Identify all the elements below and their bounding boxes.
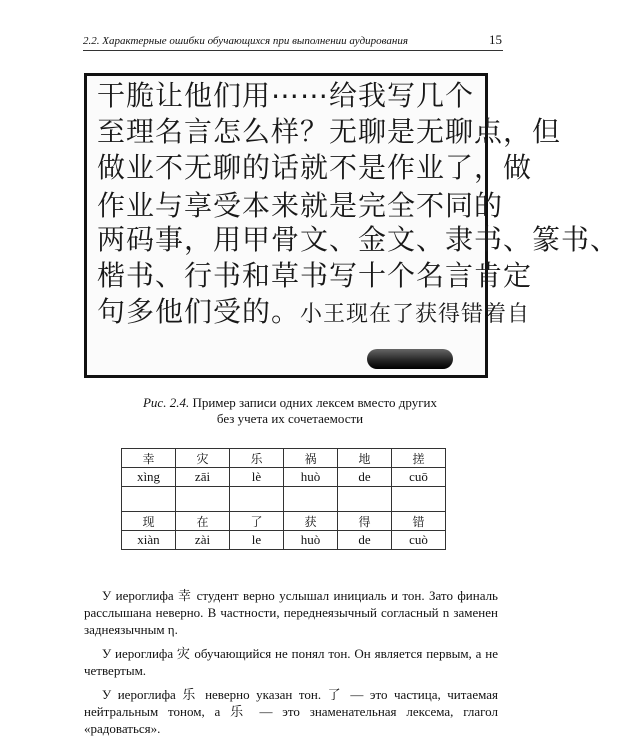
paragraph: У иероглифа 乐 неверно указан тон. 了 — это частица, читаемая нейтральным тоном, а 乐 — это знаменательная лексема, глагол «радоваться». [84, 687, 498, 736]
handwriting-line: 至理名言怎么样？无聊是无聊点，但 [97, 115, 562, 148]
table-cell: 在 [176, 512, 230, 531]
table-cell: 灾 [176, 449, 230, 468]
table-cell: 搓 [392, 449, 446, 468]
table-row [122, 531, 446, 550]
caption-label: Рис. 2.4. [142, 395, 190, 410]
table-cell: 幸 [122, 449, 176, 468]
running-title: 2.2. Характерные ошибки обучающихся при выполнении аудирования [83, 35, 408, 47]
table-cell: 了 [230, 512, 284, 531]
table-cell: huò [284, 468, 338, 487]
caption-line1: Пример записи одних лексем вместо других [192, 395, 437, 410]
table-cell-empty [338, 487, 392, 512]
handwriting-line: 干脆让他们用⋯⋯给我写几个 [97, 79, 475, 112]
whiteboard-figure [84, 73, 619, 378]
table-cell-empty [122, 487, 176, 512]
handwriting-segment: 句多他们受的。 [97, 295, 301, 328]
running-header [83, 35, 503, 51]
table-cell: 现 [122, 512, 176, 531]
table-cell: zài [176, 531, 230, 550]
body-text [84, 587, 498, 744]
table-cell: 得 [338, 512, 392, 531]
figure-caption [80, 395, 500, 427]
table-cell: de [338, 468, 392, 487]
table-cell-empty [284, 487, 338, 512]
table-row [122, 449, 446, 468]
table-cell: 乐 [230, 449, 284, 468]
handwriting-line-last [97, 295, 531, 328]
table-cell-empty [230, 487, 284, 512]
table-cell: 祸 [284, 449, 338, 468]
table-cell: le [230, 531, 284, 550]
table-cell: xiàn [122, 531, 176, 550]
table-cell-empty [392, 487, 446, 512]
caption-line2: без учета их сочетаемости [216, 411, 364, 426]
table-cell: cuō [392, 468, 446, 487]
table-cell-empty [176, 487, 230, 512]
table-cell: zāi [176, 468, 230, 487]
table-row-empty [122, 487, 446, 512]
table-cell: lè [230, 468, 284, 487]
table-cell: 地 [338, 449, 392, 468]
handwriting-line: 做业不无聊的话就不是作业了，做 [97, 151, 533, 184]
eraser-icon [367, 349, 453, 369]
page-number: 15 [489, 32, 502, 47]
table-row [122, 468, 446, 487]
table-cell: 获 [284, 512, 338, 531]
table-cell: xìng [122, 468, 176, 487]
paragraph: У иероглифа 幸 студент верно услышал инициаль и тон. Зато финаль расслышана неверно. В частности, переднеязычный согласный n заменен заднеязычным η. [84, 588, 498, 637]
handwriting-segment-small: 小王现在了获得错着自 [300, 302, 531, 327]
table-cell: 错 [392, 512, 446, 531]
table-cell: cuò [392, 531, 446, 550]
pinyin-table [121, 448, 446, 550]
paragraph: У иероглифа 灾 обучающийся не понял тон. Он является первым, а не четвертым. [84, 646, 498, 678]
table-cell: de [338, 531, 392, 550]
handwriting-line: 楷书、行书和草书写十个名言肯定 [97, 259, 533, 292]
handwriting-line: 作业与享受本来就是完全不同的 [97, 189, 504, 222]
table-cell: huò [284, 531, 338, 550]
handwriting-line: 两码事，用甲骨文、金文、隶书、篆书、 [97, 223, 619, 256]
table-row [122, 512, 446, 531]
